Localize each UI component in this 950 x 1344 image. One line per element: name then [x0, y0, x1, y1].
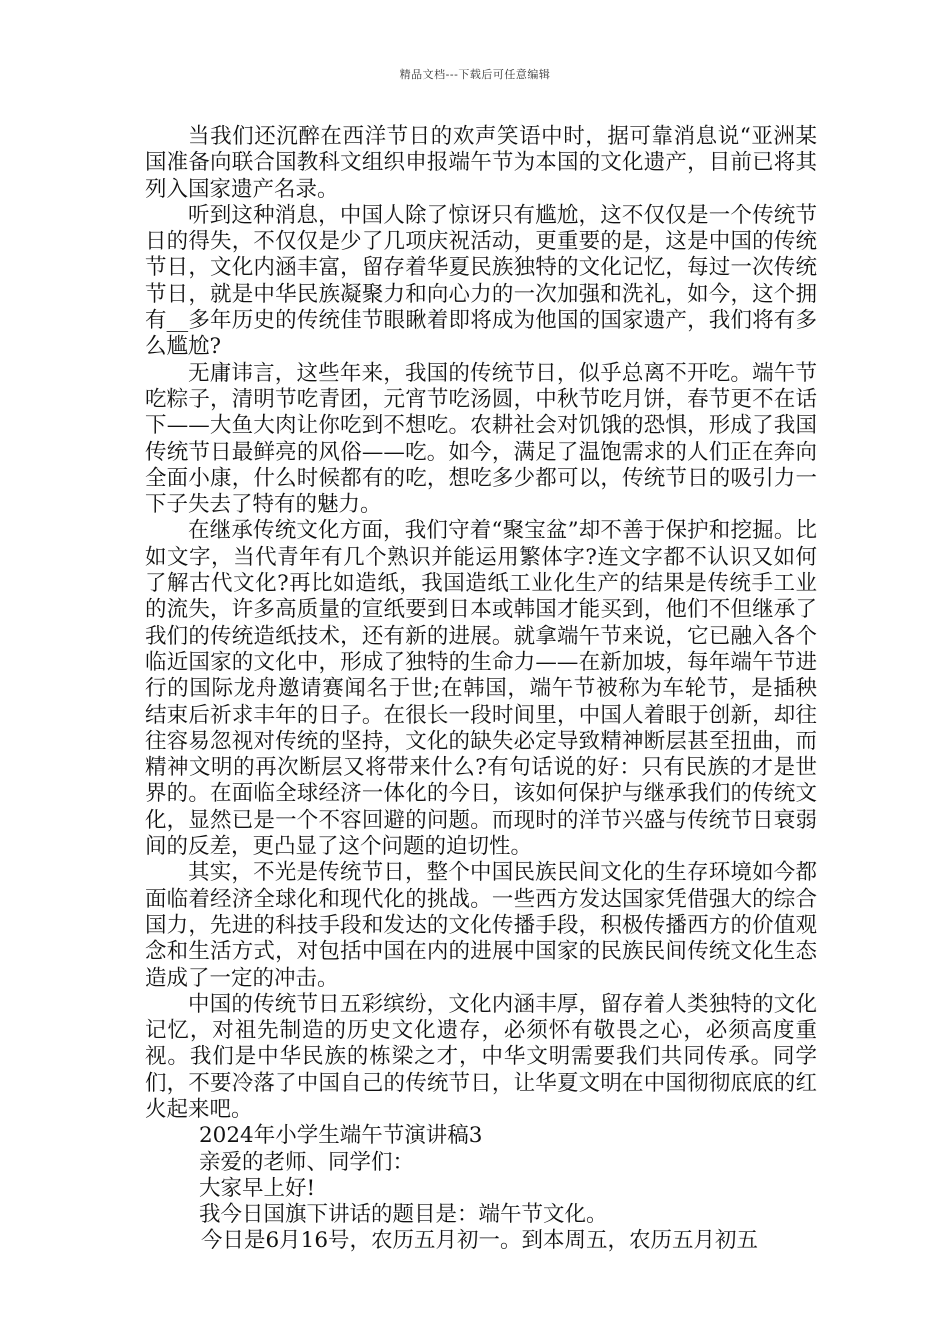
paragraph: 在继承传统文化方面，我们守着“聚宝盆”却不善于保护和挖掘。比如文字，当代青年有几个熟识并能运用繁体字?连文字都不认识又如何了解古代文化?再比如造纸，我国造纸工业化生产的结果是传统手工业的流失，许多高质量的宣纸要到日本或韩国才能买到，他们不但继承了我们的传统造纸技术，还有新的进展。就拿端午节来说，它已融入各个临近国家的文化中，形成了独特的生命力——在新加坡，每年端午节进行的国际龙舟邀请赛闻名于世;在韩国，端午节被称为车轮节，是插秧结束后祈求丰年的日子。在很长一段时间里，中国人着眼于创新，却往往容易忽视对传统的坚持，文化的缺失必定导致精神断层甚至扭曲，而精神文明的再次断层又将带来什么?有句话说的好：只有民族的才是世界的。在面临全球经济一体化的今日，该如何保护与继承我们的传统文化，显然已是一个不容回避的问题。而现时的洋节兴盛与传统节日衰弱间的反差，更凸显了这个问题的迫切性。	[145, 518, 817, 860]
paragraph: 无庸讳言，这些年来，我国的传统节日，似乎总离不开吃。端午节吃粽子，清明节吃青团，元宵节吃汤圆，中秋节吃月饼，春节更不在话下——大鱼大肉让你吃到不想吃。农耕社会对饥饿的恐惧，形成了我国传统节日最鲜亮的风俗——吃。如今，满足了温饱需求的人们正在奔向全面小康，什么时候都有的吃，想吃多少都可以，传统节日的吸引力一下子失去了特有的魅力。	[145, 360, 817, 518]
salutation-line: 大家早上好!	[199, 1175, 316, 1201]
speech-title: 2024年小学生端午节演讲稿3	[199, 1123, 483, 1149]
page-header: 精品文档---下载后可任意编辑	[399, 68, 551, 81]
greeting-line: 亲爱的老师、同学们：	[199, 1149, 415, 1175]
paragraph: 其实，不光是传统节日，整个中国民族民间文化的生存环境如今都面临着经济全球化和现代化的挑战。一些西方发达国家凭借强大的综合国力，先进的科技手段和发达的文化传播手段，积极传播西方的价值观念和生活方式，对包括中国在内的进展中国家的民族民间传统文化生态造成了一定的冲击。	[145, 860, 817, 991]
paragraph: 听到这种消息，中国人除了惊讶只有尴尬，这不仅仅是一个传统节日的得失，不仅仅是少了几项庆祝活动，更重要的是，这是中国的传统节日，文化内涵丰富，留存着华夏民族独特的文化记忆，每过一次传统节日，就是中华民族凝聚力和向心力的一次加强和洗礼，如今，这个拥有__多年历史的传统佳节眼瞅着即将成为他国的国家遗产，我们将有多么尴尬?	[145, 202, 817, 360]
paragraph: 当我们还沉醉在西洋节日的欢声笑语中时，据可靠消息说“亚洲某国准备向联合国教科文组织申报端午节为本国的文化遗产，目前已将其列入国家遗产名录。	[145, 124, 817, 202]
document-body	[145, 124, 817, 1255]
paragraph: 中国的传统节日五彩缤纷，文化内涵丰厚，留存着人类独特的文化记忆，对祖先制造的历史文化遗存，必须怀有敬畏之心，必须高度重视。我们是中华民族的栋梁之才，中华文明需要我们共同传承。同学们，不要冷落了中国自己的传统节日，让华夏文明在中国彻彻底底的红火起来吧。	[145, 991, 817, 1122]
paragraph-start-line: 今日是6月16号，农历五月初一。到本周五，农历五月初五	[201, 1228, 759, 1254]
topic-line: 我今日国旗下讲话的题目是：端午节文化。	[199, 1202, 608, 1228]
